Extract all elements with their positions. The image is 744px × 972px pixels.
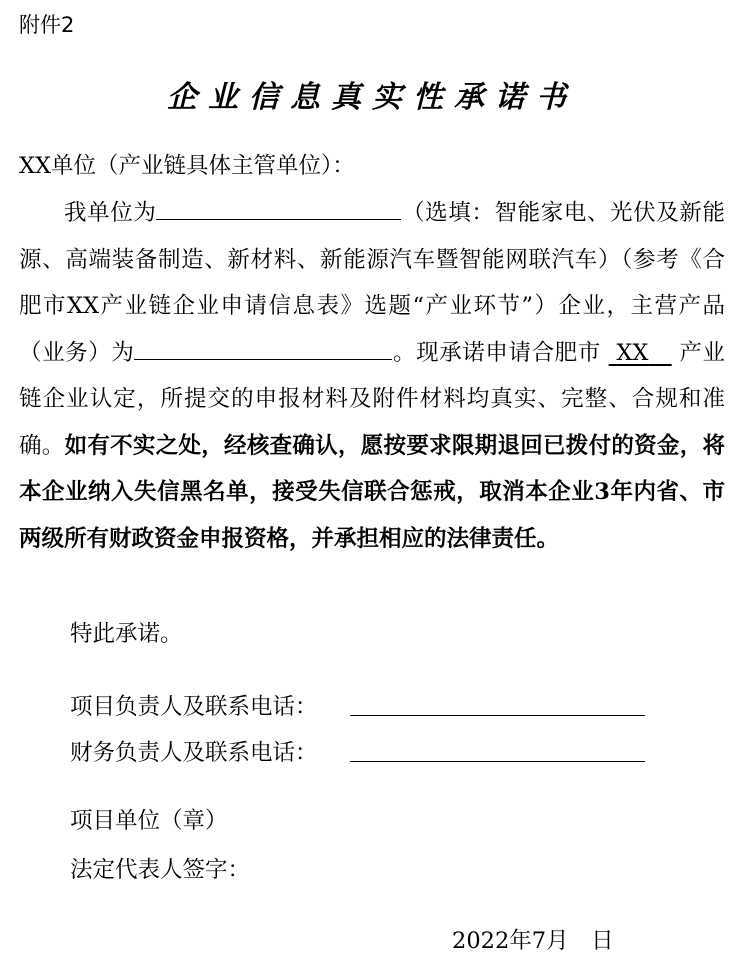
attachment-label: 附件2	[19, 13, 75, 37]
project-contact-label: 项目负责人及联系电话：	[70, 694, 318, 720]
industry-chain-name: XX	[616, 339, 649, 366]
unit-seal-label: 项目单位（章）	[70, 808, 228, 834]
p1-intro: 我单位为	[64, 200, 157, 226]
p1-industry-options: （选填：智能家电、光伏及新能源、高端装备制造、新材料、新能源汽车暨智能网联汽车）（参考《合肥市XX产业链企业申请信息表》选题“产业环节”）企业，主营产品（业务）为	[19, 200, 725, 366]
salutation: XX单位（产业链具体主管单位）：	[19, 153, 355, 179]
commitment-paragraph	[19, 190, 725, 562]
company-name-blank	[156, 197, 401, 221]
main-product-blank	[134, 336, 392, 360]
finance-contact-line	[350, 761, 645, 762]
legal-rep-signature-label: 法定代表人签字：	[70, 857, 251, 883]
finance-contact-label: 财务负责人及联系电话：	[70, 740, 318, 766]
document-title: 企业信息真实性承诺书	[167, 80, 577, 115]
liability-statement: 如有不实之处，经核查确认，愿按要求限期退回已拨付的资金，将本企业纳入失信黑名单，接受失信联合惩戒，取消本企业3年内省、市两级所有财政资金申报资格，并承担相应的法律责任。	[19, 432, 725, 552]
project-contact-line	[350, 715, 645, 716]
document-date: 2022年7月 日	[452, 928, 614, 954]
closing-text: 特此承诺。	[70, 621, 183, 647]
p1-materials-text: 产业链企业认定，所提交的申报材料及附件材料均真实、完整、合规和准确。	[19, 339, 725, 459]
p1-apply-text: 。现承诺申请合肥市	[392, 339, 601, 366]
